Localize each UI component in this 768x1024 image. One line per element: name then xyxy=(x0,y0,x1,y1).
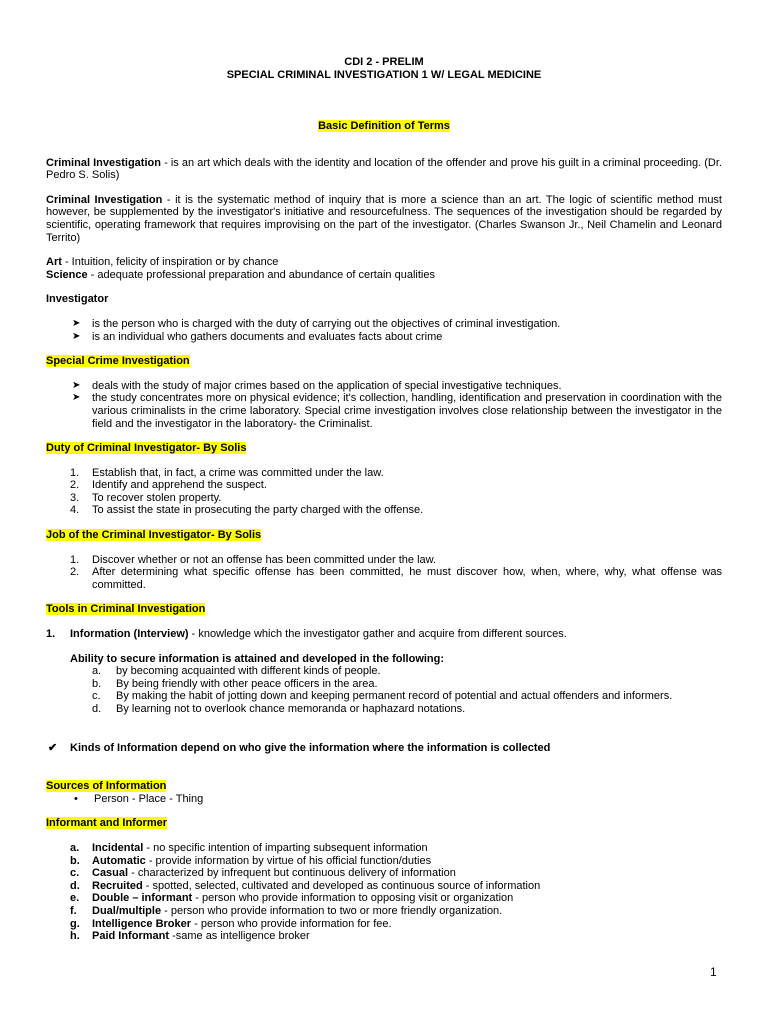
list-item: c. By making the habit of jotting down and keeping permanent record of potential and actual offenders and informers. xyxy=(92,690,673,703)
sources-item: • Person - Place - Thing xyxy=(74,792,204,805)
job-list xyxy=(46,554,722,592)
list-item: b. By being friendly with other peace officers in the area. xyxy=(92,677,378,690)
list-item: 1. Establish that, in fact, a crime was committed under the law. xyxy=(70,466,384,479)
list-item: a. by becoming acquainted with different kinds of people. xyxy=(92,665,381,678)
basic-definition-heading-wrap xyxy=(46,120,722,133)
list-item: a. Incidental - no specific intention of imparting subsequent information xyxy=(70,841,428,854)
term: Criminal Investigation xyxy=(46,156,161,169)
term: Criminal Investigation xyxy=(46,193,163,206)
special-crime-list xyxy=(46,380,722,430)
list-item: 1. Discover whether or not an offense has been committed under the law. xyxy=(70,553,437,566)
tools-heading: Tools in Criminal Investigation xyxy=(46,603,206,616)
kinds-of-information: ✔ Kinds of Information depend on who give the information where the information is collected xyxy=(48,741,551,754)
list-item: e. Double – informant - person who provide information to opposing visit or organization xyxy=(70,892,514,905)
arrow-bullet-icon: ➤ xyxy=(72,379,81,391)
list-item: d. By learning not to overlook chance memoranda or haphazard notations. xyxy=(92,703,466,715)
ability-heading: Ability to secure information is attained and developed in the following: xyxy=(70,652,445,665)
duty-list xyxy=(46,467,722,517)
informant-list xyxy=(46,842,722,943)
list-item: 4. To assist the state in prosecuting the party charged with the offense. xyxy=(70,504,424,517)
list-item: c. Casual - characterized by infrequent but continuous delivery of information xyxy=(70,867,456,880)
list-item: ➤ deals with the study of major crimes based on the application of special investigative techniques. xyxy=(72,379,562,392)
definition-text: - adequate professional preparation and abundance of certain qualities xyxy=(87,268,435,281)
list-item: f. Dual/multiple - person who provide information to two or more friendly organization. xyxy=(70,904,503,917)
arrow-bullet-icon: ➤ xyxy=(72,317,81,329)
arrow-bullet-icon: ➤ xyxy=(72,392,81,404)
term: Science xyxy=(46,268,88,281)
definition-text: - it is the systematic method of inquiry that is more a science than an art. The logic of scientific method must however, be supplemented by the investigator's initiative and resourcefulness. The sequences of the investigation should be regarded by scientific, operating framework that requires improvising on the part of the investigator. (Charles Swanson Jr., Neil Chamelin and Leonard Territo) xyxy=(46,193,722,244)
ability-list xyxy=(46,665,722,715)
list-item: g. Intelligence Broker - person who provide information for fee. xyxy=(70,917,392,930)
definition-art xyxy=(46,256,722,269)
list-item: ➤ is an individual who gathers documents and evaluates facts about crime xyxy=(72,330,443,343)
duty-heading: Duty of Criminal Investigator- By Solis xyxy=(46,442,247,455)
definition-criminal-investigation-2 xyxy=(46,194,722,244)
definition-science xyxy=(46,269,722,282)
term: Art xyxy=(46,256,62,269)
definition-text: - knowledge which the investigator gather and acquire from different sources. xyxy=(188,628,567,641)
investigator-heading: Investigator xyxy=(46,293,109,306)
definition-text: - is an art which deals with the identity and location of the offender and prove his guilt in a criminal proceeding. (Dr. Pedro S. Solis) xyxy=(46,156,722,182)
list-item: ➤ the study concentrates more on physical evidence; it's collection, handling, identification and preservation in coordination with the various criminalists in the crime laboratory. Special crime investigation involves close relationship between the investigator in the field and the investigator in the laboratory- the Criminalist. xyxy=(72,392,722,430)
informant-heading: Informant and Informer xyxy=(46,817,168,830)
arrow-bullet-icon: ➤ xyxy=(72,330,81,342)
bullet-icon: • xyxy=(74,792,78,805)
list-item: d. Recruited - spotted, selected, cultivated and developed as continuous source of information xyxy=(70,879,541,892)
tool-information-interview: 1. Information (Interview) - knowledge which the investigator gather and acquire from different sources. xyxy=(46,628,567,641)
special-crime-heading: Special Crime Investigation xyxy=(46,355,190,368)
job-heading: Job of the Criminal Investigator- By Solis xyxy=(46,529,262,542)
investigator-list xyxy=(46,318,722,343)
list-item: ➤ is the person who is charged with the duty of carrying out the objectives of criminal investigation. xyxy=(72,317,561,330)
page-number: 1 xyxy=(710,965,717,979)
list-item: 2. After determining what specific offense has been committed, he must discover how, when, where, why, what offense was committed. xyxy=(70,566,722,591)
document-content xyxy=(46,56,722,943)
list-item: h. Paid Informant -same as intelligence broker xyxy=(70,930,310,943)
term: Information (Interview) xyxy=(70,628,189,641)
definition-criminal-investigation-1 xyxy=(46,157,722,182)
checkmark-icon: ✔ xyxy=(48,741,58,754)
list-item: 2. Identify and apprehend the suspect. xyxy=(70,479,267,492)
doc-title-line1: CDI 2 - PRELIM xyxy=(344,56,424,68)
basic-definition-heading: Basic Definition of Terms xyxy=(318,120,450,132)
list-item: 3. To recover stolen property. xyxy=(70,491,222,504)
sources-heading: Sources of Information xyxy=(46,780,167,793)
definition-text: - Intuition, felicity of inspiration or by chance xyxy=(61,256,279,269)
doc-title-line2: SPECIAL CRIMINAL INVESTIGATION 1 W/ LEGAL MEDICINE xyxy=(226,69,542,81)
list-item: b. Automatic - provide information by virtue of his official function/duties xyxy=(70,854,432,867)
